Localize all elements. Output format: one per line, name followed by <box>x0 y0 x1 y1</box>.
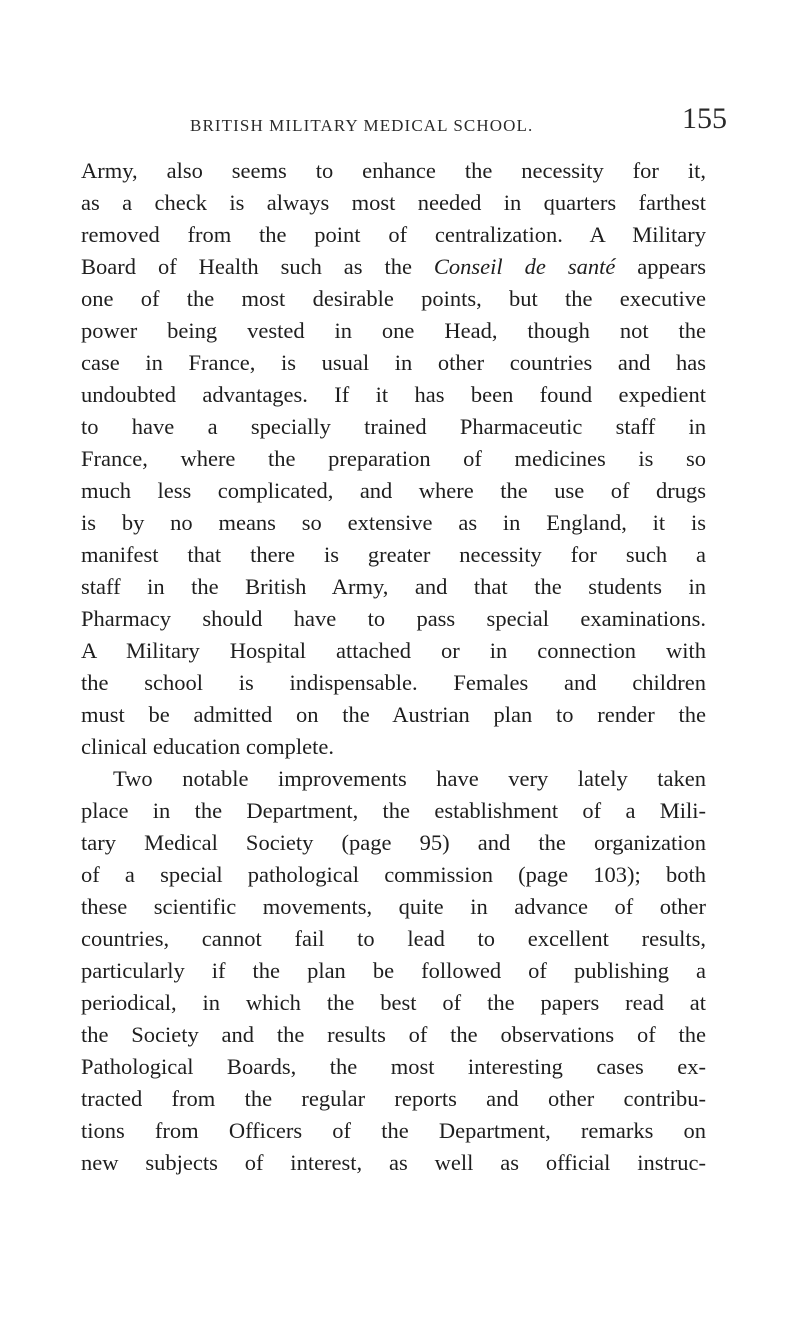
text-line: countries, cannot fail to lead to excellent results, <box>81 926 706 951</box>
text-line: is by no means so extensive as in England, it is <box>81 510 706 535</box>
running-title: BRITISH MILITARY MEDICAL SCHOOL. <box>190 116 534 135</box>
text-line: tary Medical Society (page 95) and the organization <box>81 830 706 855</box>
text-before-italic: Board of Health such as the <box>81 254 434 279</box>
text-line: the school is indispensable. Females and children <box>81 670 706 695</box>
text-line: must be admitted on the Austrian plan to render the <box>81 702 706 727</box>
text-line: manifest that there is greater necessity for such a <box>81 542 706 567</box>
text-line: as a check is always most needed in quarters farthest <box>81 190 706 215</box>
text-line: the Society and the results of the observations of the <box>81 1022 706 1047</box>
text-line: particularly if the plan be followed of publishing a <box>81 958 706 983</box>
italic-term: Conseil de santé <box>433 254 616 279</box>
text-line: Army, also seems to enhance the necessity for it, <box>81 158 706 183</box>
text-line: staff in the British Army, and that the students in <box>81 574 706 599</box>
text-line: removed from the point of centralization. A Military <box>81 222 706 247</box>
text-line-with-italic <box>81 251 706 283</box>
text-line: power being vested in one Head, though not the <box>81 318 706 343</box>
text-line: periodical, in which the best of the papers read at <box>81 990 706 1015</box>
text-line: to have a specially trained Pharmaceutic staff in <box>81 414 706 439</box>
text-line: Pharmacy should have to pass special examinations. <box>81 606 706 631</box>
text-line: undoubted advantages. If it has been found expedient <box>81 382 706 407</box>
paragraph-end-line: clinical education complete. <box>81 734 335 759</box>
text-line: case in France, is usual in other countries and has <box>81 350 706 375</box>
text-line: one of the most desirable points, but the executive <box>81 286 706 311</box>
page-number: 155 <box>682 102 727 135</box>
running-header <box>80 100 780 160</box>
text-line: tions from Officers of the Department, remarks on <box>81 1118 706 1143</box>
text-line: new subjects of interest, as well as official instruc- <box>81 1150 706 1175</box>
text-line: tracted from the regular reports and other contribu- <box>81 1086 706 1111</box>
text-after-italic: appears <box>615 254 706 279</box>
text-line: much less complicated, and where the use of drugs <box>81 478 706 503</box>
paragraph-start-line: Two notable improvements have very lately taken <box>113 766 706 791</box>
text-line: France, where the preparation of medicines is so <box>81 446 706 471</box>
text-line: A Military Hospital attached or in connection with <box>81 638 706 663</box>
text-line: place in the Department, the establishment of a Mili- <box>81 798 706 823</box>
text-line: Pathological Boards, the most interesting cases ex- <box>81 1054 706 1079</box>
text-line: these scientific movements, quite in advance of other <box>81 894 706 919</box>
text-line: of a special pathological commission (page 103); both <box>81 862 706 887</box>
